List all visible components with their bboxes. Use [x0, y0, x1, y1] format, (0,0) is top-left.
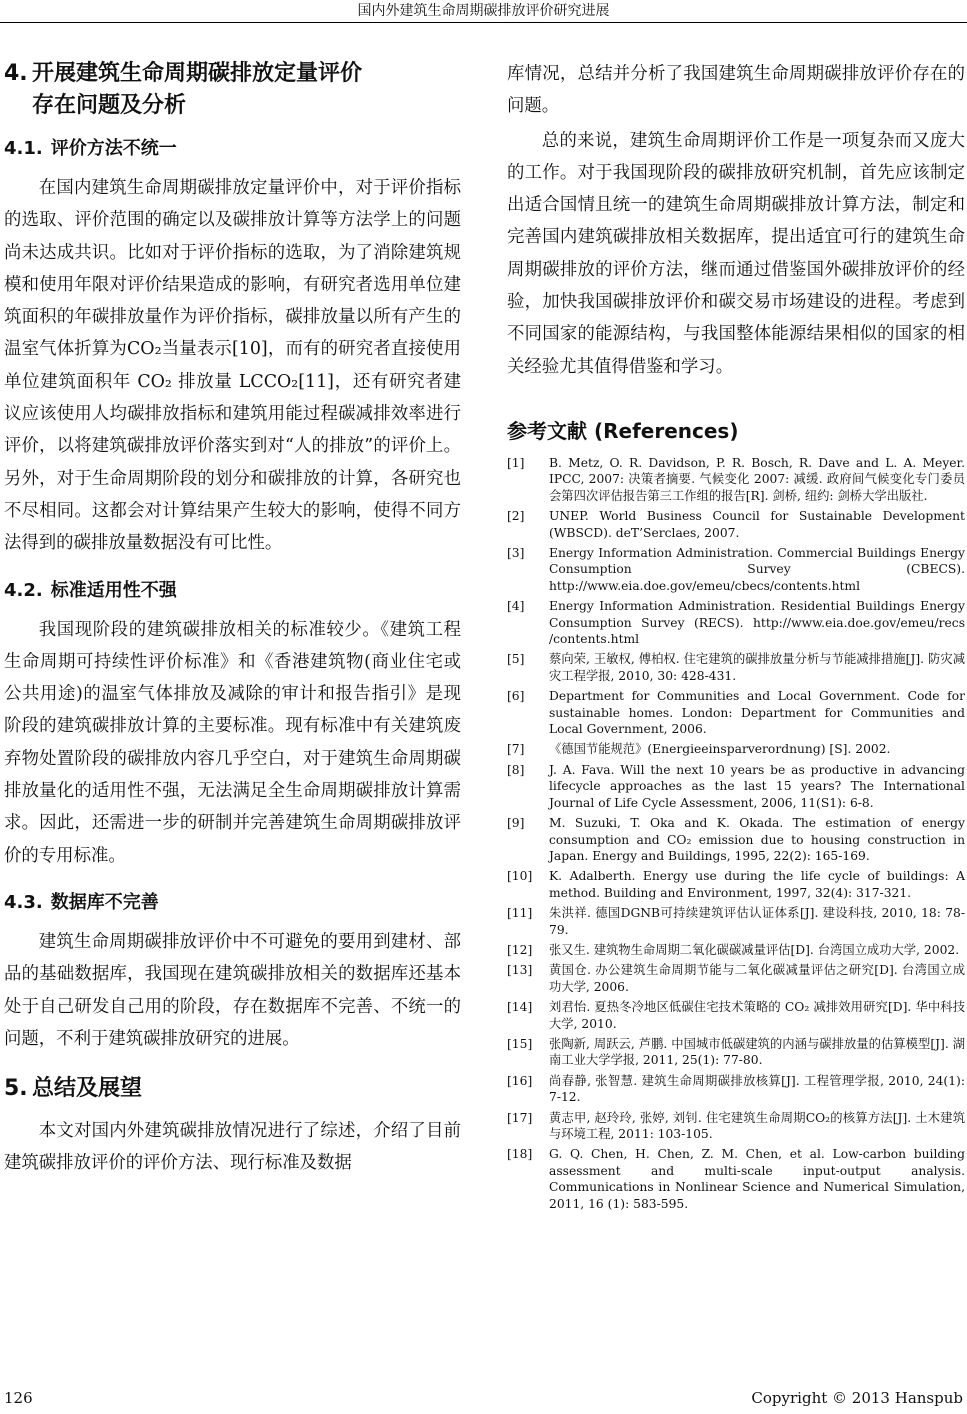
reference-item: [507, 545, 965, 594]
reference-item: [507, 1146, 965, 1212]
section-4-title-line1: 开展建筑生命周期碳排放定量评价: [32, 61, 363, 86]
reference-text: 朱洪祥. 德国DGNB可持续建筑评估认证体系[J]. 建设科技, 2010, 18: 78-79.: [549, 906, 965, 937]
section-5-para1: 本文对国内外建筑碳排放情况进行了综述，介绍了目前建筑碳排放评价的评价方法、现行标准及数据: [4, 1121, 461, 1174]
reference-text: Department for Communities and Local Government. Code for sustainable homes. London: Department for Communities and Local Government, 2006.: [549, 689, 965, 737]
reference-text: K. Adalberth. Energy use during the life cycle of buildings: A method. Building and Environment, 1997, 32(4): 317-321.: [549, 869, 965, 900]
section-5-para1-continued: 库情况，总结并分析了我国建筑生命周期碳排放评价存在的问题。: [507, 64, 965, 117]
section-4-number: 4.: [4, 61, 28, 86]
section-4-1-number: 4.1.: [4, 138, 43, 159]
reference-number: [3]: [507, 546, 525, 560]
reference-text: UNEP. World Business Council for Sustainable Development (WBSCD). deT’Serclaes, 2007.: [549, 509, 965, 540]
reference-text: 黄国仓. 办公建筑生命周期节能与二氧化碳减量评估之研究[D]. 台湾国立成功大学, 2006.: [549, 963, 965, 994]
reference-number: [10]: [507, 869, 533, 884]
section-4-3-text: 建筑生命周期碳排放评价中不可避免的要用到建材、部品的基础数据库，我国现在建筑碳排放相关的数据库还基本处于自己研发自己用的阶段，存在数据库不完善、不统一的问题，不利于建筑碳排放研究的进展。: [4, 931, 461, 1049]
section-4-1-heading: [4, 136, 461, 162]
reference-number: [17]: [507, 1110, 533, 1125]
reference-list: [507, 455, 965, 1212]
header-rule: [0, 22, 967, 23]
section-4-1-text: 在国内建筑生命周期碳排放定量评价中，对于评价指标的选取、评价范围的确定以及碳排放计算等方法学上的问题尚未达成共识。比如对于评价指标的选取，为了消除建筑规模和使用年限对评价结果造成的影响，有研究者选用单位建筑面积的年碳排放量作为评价指标，碳排放量以所有产生的温室气体折算为CO₂当量表示[10]，而有的研究者直接使用单位建筑面积年 CO₂ 排放量 LCCO₂[11]，还有研究者建议应该使用人均碳排放指标和建筑用能过程碳减排效率进行评价，以将建筑碳排放评价落实到对“人的排放”的评价上。另外，对于生命周期阶段的划分和碳排放的计算，各研究也不尽相同。这都会对计算结果产生较大的影响，使得不同方法得到的碳排放量数据没有可比性。: [4, 178, 461, 554]
reference-text: 黄志甲, 赵玲玲, 张婷, 刘钊. 住宅建筑生命周期CO₂的核算方法[J]. 土木建筑与环境工程, 2011: 103-105.: [549, 1110, 965, 1141]
section-4-1-title: 评价方法不统一: [50, 138, 177, 159]
reference-number: [13]: [507, 963, 533, 978]
reference-number: [1]: [507, 455, 525, 470]
reference-item: [507, 868, 965, 901]
section-4-title-line2: 存在问题及分析: [32, 93, 187, 118]
right-column: [507, 58, 965, 1216]
reference-number: [18]: [507, 1147, 533, 1162]
reference-text: 张又生. 建筑物生命周期二氧化碳碳减量评估[D]. 台湾国立成功大学, 2002.: [549, 942, 960, 957]
reference-item: [507, 598, 965, 647]
reference-item: [507, 962, 965, 995]
reference-item: [507, 508, 965, 541]
reference-number: [6]: [507, 689, 525, 704]
section-4-3-number: 4.3.: [4, 891, 43, 913]
reference-number: [16]: [507, 1073, 533, 1088]
reference-number: [14]: [507, 1000, 533, 1015]
section-5-number: 5.: [4, 1076, 28, 1102]
references-heading: 参考文献 (References): [507, 418, 739, 443]
page-number: 126: [4, 1389, 33, 1407]
reference-number: [11]: [507, 906, 533, 921]
section-4-heading: [4, 58, 461, 122]
reference-item: [507, 762, 965, 811]
left-column: [4, 58, 461, 1180]
reference-text: 尚春静, 张智慧. 建筑生命周期碳排放核算[J]. 工程管理学报, 2010, 24(1): 7-12.: [549, 1073, 965, 1105]
section-4-3-heading: [4, 890, 461, 916]
reference-number: [9]: [507, 816, 525, 831]
reference-item: [507, 815, 965, 864]
section-4-2-title: 标准适用性不强: [50, 579, 177, 601]
reference-text: Energy Information Administration. Commercial Buildings Energy Consumption Survey (CBECS). http://www.eia.doe.gov/emeu/cbecs/contents.html: [549, 546, 965, 593]
reference-number: [5]: [507, 652, 525, 667]
reference-number: [12]: [507, 942, 533, 957]
reference-text: Energy Information Administration. Residential Buildings Energy Consumption Survey (RECS). http://www.eia.doe.gov/emeu/recs /contents.html: [549, 599, 965, 647]
section-4-2-number: 4.2.: [4, 579, 43, 601]
reference-text: 张陶新, 周跃云, 芦鹏. 中国城市低碳建筑的内涵与碳排放量的估算模型[J]. 湖南工业大学学报, 2011, 25(1): 77-80.: [549, 1036, 965, 1068]
reference-text: 刘君怡. 夏热冬冷地区低碳住宅技术策略的 CO₂ 减排效用研究[D]. 华中科技大学, 2010.: [549, 1000, 965, 1031]
reference-number: [7]: [507, 742, 525, 757]
reference-item: [507, 999, 965, 1032]
reference-text: M. Suzuki, T. Oka and K. Okada. The estimation of energy consumption and CO₂ emission due to housing construction in Japan. Energy and Buildings, 1995, 22(2): 165-169.: [549, 816, 965, 863]
copyright-notice: Copyright © 2013 Hanspub: [751, 1389, 963, 1407]
reference-item: [507, 1073, 965, 1106]
reference-item: [507, 905, 965, 938]
reference-number: [2]: [507, 509, 525, 524]
reference-item: [507, 942, 965, 958]
section-4-2-text: 我国现阶段的建筑碳排放相关的标准较少。《建筑工程生命周期可持续性评价标准》和《香港建筑物(商业住宅或公共用途)的温室气体排放及减除的审计和报告指引》是现阶段的建筑碳排放计算的主要标准。现有标准中有关建筑废弃物处置阶段的碳排放内容几乎空白，对于建筑生命周期碳排放量化的适用性不强，无法满足全生命周期碳排放计算需求。因此，还需进一步的研制并完善建筑生命周期碳排放评价的专用标准。: [4, 619, 461, 866]
section-5-heading: [4, 1073, 461, 1105]
reference-item: [507, 688, 965, 737]
reference-item: [507, 1110, 965, 1143]
section-4-3-title: 数据库不完善: [50, 891, 159, 913]
running-header: 国内外建筑生命周期碳排放评价研究进展: [357, 3, 610, 19]
reference-text: B. Metz, O. R. Davidson, P. R. Bosch, R. Dave and L. A. Meyer. IPCC, 2007: 决策者摘要. 气候变化 2007: 减缓. 政府间气候变化专门委员会第四次评估报告第三工作组的报告[R]. 剑桥, 纽约: 剑桥大学出版社.: [549, 455, 965, 503]
reference-item: [507, 1036, 965, 1069]
section-4-2-heading: [4, 578, 461, 604]
section-5-title: 总结及展望: [32, 1076, 143, 1102]
reference-text: G. Q. Chen, H. Chen, Z. M. Chen, et al. Low-carbon building assessment and multi-scale input-output analysis. Communications in Nonlinear Science and Numerical Simulation, 2011, 16 (1): 583-595.: [549, 1147, 965, 1211]
reference-item: [507, 651, 965, 684]
reference-number: [15]: [507, 1036, 533, 1051]
reference-text: 《德国节能规范》(Energieeinsparverordnung) [S]. 2002.: [549, 742, 891, 757]
reference-number: [4]: [507, 599, 525, 614]
reference-text: J. A. Fava. Will the next 10 years be as productive in advancing lifecycle approaches as the last 15 years? The International Journal of Life Cycle Assessment, 2006, 11(S1): 6-8.: [549, 762, 965, 810]
reference-item: [507, 741, 965, 757]
section-5-para2: 总的来说，建筑生命周期评价工作是一项复杂而又庞大的工作。对于我国现阶段的碳排放研究机制，首先应该制定出适合国情且统一的建筑生命周期碳排放计算方法，制定和完善国内建筑碳排放相关数据库，提出适宜可行的建筑生命周期碳排放的评价方法，继而通过借鉴国外碳排放评价的经验，加快我国碳排放评价和碳交易市场建设的进程。考虑到不同国家的能源结构，与我国整体能源结果相似的国家的相关经验尤其值得借鉴和学习。: [507, 130, 965, 377]
reference-text: 蔡向荣, 王敏权, 傅柏权. 住宅建筑的碳排放量分析与节能减排措施[J]. 防灾减灾工程学报, 2010, 30: 428-431.: [549, 652, 965, 683]
reference-number: [8]: [507, 762, 525, 777]
reference-item: [507, 455, 965, 504]
